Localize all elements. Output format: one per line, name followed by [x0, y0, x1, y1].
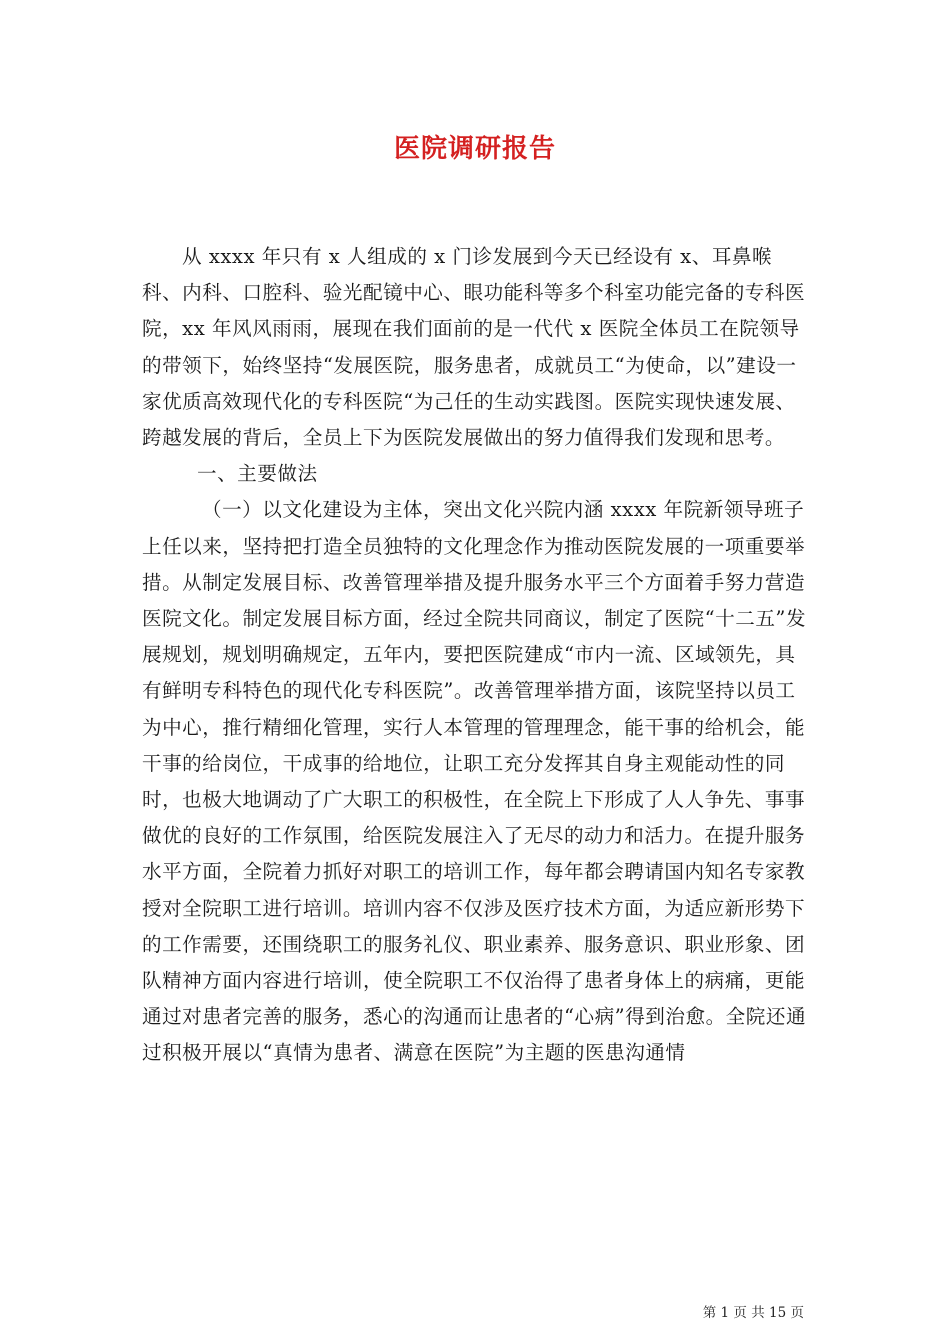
section-heading: 一、主要做法: [197, 462, 318, 486]
page-number: 第 1 页 共 15 页: [702, 1305, 804, 1321]
intro-paragraph: 从 xxxx 年只有 x 人组成的 x 门诊发展到今天已经设有 x、耳鼻喉科、内科、口腔科、验光配镜中心、眼功能科等多个科室功能完备的专科医院，xx 年风风雨雨，展现在我们面前的是一代代 x 医院全体员工在院领导的带领下，始终坚持“发展医院，服务患者，成就员工“为使命，以”建设一家优质高效现代化的专科医院“为己任的生动实践图。医院实现快速发展、跨越发展的背后，全员上下为医院发展做出的努力值得我们发现和思考。: [142, 245, 806, 450]
document-title: 医院调研报告: [393, 134, 556, 164]
body-paragraph: （一）以文化建设为主体，突出文化兴院内涵 xxxx 年院新领导班子上任以来，坚持把打造全员独特的文化理念作为推动医院发展的一项重要举措。从制定发展目标、改善管理举措及提升服务水平三个方面着手努力营造医院文化。制定发展目标方面，经过全院共同商议，制定了医院“十二五”发展规划，规划明确规定，五年内，要把医院建成“市内一流、区域领先，具有鲜明专科特色的现代化专科医院”。改善管理举措方面，该院坚持以员工为中心，推行精细化管理，实行人本管理的管理理念，能干事的给机会，能干事的给岗位，干成事的给地位，让职工充分发挥其自身主观能动性的同时，也极大地调动了广大职工的积极性，在全院上下形成了人人争先、事事做优的良好的工作氛围，给医院发展注入了无尽的动力和活力。在提升服务水平方面，全院着力抓好对职工的培训工作，每年都会聘请国内知名专家教授对全院职工进行培训。培训内容不仅涉及医疗技术方面，为适应新形势下的工作需要，还围绕职工的服务礼仪、职业素养、服务意识、职业形象、团队精神方面内容进行培训，使全院职工不仅治得了患者身体上的病痛，更能通过对患者完善的服务，悉心的沟通而让患者的“心病”得到治愈。全院还通过积极开展以“真情为患者、满意在医院”为主题的医患沟通情: [142, 498, 807, 1065]
document-body: [142, 239, 810, 1072]
